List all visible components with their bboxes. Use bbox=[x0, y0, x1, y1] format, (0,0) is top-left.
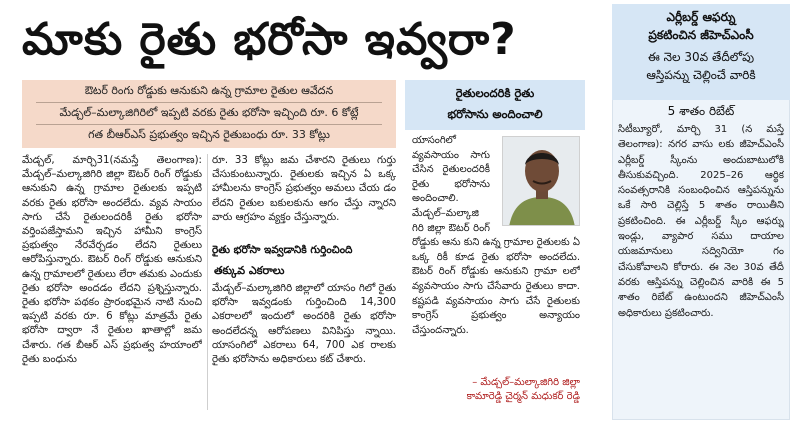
sidebar-caption bbox=[412, 376, 580, 404]
deck-line-3: గత బీఆర్ఎస్ ప్రభుత్వం ఇచ్చిన రైతుబంధు రూ. 33 కోట్లు bbox=[88, 128, 330, 141]
subheading: తక్కువ ఎకరాలు bbox=[214, 264, 285, 277]
column-divider bbox=[207, 154, 208, 410]
sidebar-text bbox=[412, 134, 580, 374]
deck-divider bbox=[36, 102, 382, 103]
deck-divider bbox=[36, 124, 382, 125]
sidebar-title-line-1: రైతులందరికి రైతు bbox=[455, 86, 535, 100]
sidebar-header bbox=[405, 80, 585, 130]
caption-line-1: – మేడ్చల్–మల్కాజిగిరి జిల్లా bbox=[472, 377, 580, 388]
deck-line-1: ఔటర్ రింగు రోడ్డుకు ఆనుకుని ఉన్న గ్రామాల రైతుల ఆవేదన bbox=[84, 84, 334, 97]
brief-title-line-2: ప్రకటించిన జీహెచ్ఎంసీ bbox=[648, 28, 754, 42]
headline: మాకు రైతు భరోసా ఇవ్వరా? bbox=[22, 14, 517, 65]
news-brief-text: సిటీబ్యూరో, మార్చి 31 (న మస్తే తెలంగాణ): నగర వాసు లకు జీహెచ్ఎంసీ ఎర్లీబర్డ్ స్కీంను అందుబాటులోకి తీసుకువచ్చింది. 2025–26 ఆర్థిక సంవత్సరానికి సంబంధించిన ఆస్తిపన్నును ఒకే సారి చెల్లిస్తే 5 శాతం రాయితీని ప్రకటించింది. ఈ ఎర్లీబర్డ్ స్కీం ఆఫర్ను ఇండ్లు, వ్యాపార సము దాయాల యజమానులు సద్వినియో గం చేసుకోవాలని కోరారు. ఈ నెల 30వ తేదీ వరకు ఆస్తిపన్ను చెల్లించిన వారికి ఈ 5 శాతం రిబేట్ ఉంటుందని జీహెచ్ఎంసీ అధికారులు ప్రకటించారు. bbox=[618, 124, 784, 319]
news-brief-header bbox=[612, 4, 790, 100]
deck-box bbox=[22, 80, 396, 148]
sidebar-body-text: యాసంగిలో వ్యవసాయం సాగు చేసిన రైతులందరికీ రైతు భరోసాను అందించాలి. మేడ్చల్–మల్కాజి గిరి జిల్లా ఔటర్ రింగ్ రోడ్డుకు ఆను కుని ఉన్న గ్రామాల రైతులకు ఏ ఒక్క రికీ కూడ రైతు భరోసా అందలేదు. ఔటర్ రింగ్ రోడ్డుకు ఆనుకుని గ్రామా లలో వ్యవసాయం సాగు చేసేవారు రైతులు కాదా. కష్టపడి వ్యవసాయం సాగు చేసే రైతులకు కాంగ్రెస్ ప్రభుత్వం అన్యాయం చేస్తుందన్నారు. bbox=[412, 135, 580, 336]
sidebar-title-line-2: భరోసాను అందించాలి bbox=[447, 107, 543, 121]
deck-line-2: మేడ్చల్–మల్కాజిగిరిలో ఇప్పటి వరకు రైతు భరోసా ఇచ్చింది రూ. 6 కోట్లే bbox=[59, 106, 359, 119]
brief-subtitle-line-1: ఈ నెల 30వ తేదీలోపు bbox=[647, 50, 755, 64]
caption-line-2: కామారెడ్డి చైర్మన్ మధుకర్ రెడ్డి bbox=[466, 391, 580, 402]
emphasis-line: రైతు భరోసా ఇవ్వడానికి గుర్తించింది bbox=[212, 244, 353, 256]
article-column-2-top: రూ. 33 కోట్లు జమ చేశారని రైతులు గుర్తు చేసుకుంటున్నారు. రైతులకు ఇచ్చిన ఏ ఒక్క హామీలను కాంగ్రెస్ ప్రభుత్వం అమలు చేయ డం లేదని రైతుల బకులకును ఆగం చేస్తు న్నారని వారు ఆగ్రహం వ్యక్తం చేస్తున్నారు. bbox=[212, 155, 396, 223]
brief-subtitle-line-3: 5 శాతం రిబేట్ bbox=[667, 104, 735, 118]
article-column-2-bottom: మేడ్చల్–మల్కాజిగిరి జిల్లాలో యాసం గిలో రైతు భరోసా ఇవ్వడంకు గుర్తించింది 14,300 ఎకరాలలో ఇందులో అందరికి రైతు భరోసా అందలేదన్న ఆరోపణలు వినిపిస్తు న్నాయి. యాసంగిలో ఎకరాలు 64, 700 ఎక రాలకు రైతు భరోసాను అధికారులు కట్ చేశారు. bbox=[212, 283, 396, 366]
article-column-1: మేడ్చల్, మార్చి31(నమస్తే తెలంగాణ): మేడ్చల్–మల్కాజిగిరి జిల్లా ఔటర్ రింగ్ రోడ్డుకు ఆనుకుని ఉన్న గ్రామాల రైతులకు ఇప్పటి వరకు రైతు భరోసా అందలేదు. వ్యవ సాయం సాగు చేసే రైతులందరికీ రైతు భరోసా వర్తింపజేస్తామని ఇచ్చిన హామీని కాంగ్రెస్ ప్రభుత్వం నేరవేర్చడం లేదని రైతులు ఆరోపిస్తున్నారు. ఔటర్ రింగ్ రోడ్డుకు ఆనుకుని ఉన్న గ్రామాలలో రైతులు లేరా తమకు ఎందుకు రైతు భరోసా అందడం లేదని ప్రశ్నిస్తున్నారు. రైతు భరోసా పథకం ప్రారంభమైన నాటి నుంచి ఇప్పటి వరకు రూ. 6 కోట్లు మాత్రమే రైతు భరోసా ద్వారా నే రైతుల ఖాతాల్లో జమ చేశారు. గత బీఆర్ ఎస్ ప్రభుత్వ హయాంలో రైతు బంధును bbox=[22, 155, 202, 365]
brief-title-line-1: ఎర్లీబర్డ్ ఆఫర్ను bbox=[666, 10, 736, 24]
brief-subtitle-line-2: ఆస్తిపన్ను చెల్లించే వారికి bbox=[646, 68, 756, 82]
